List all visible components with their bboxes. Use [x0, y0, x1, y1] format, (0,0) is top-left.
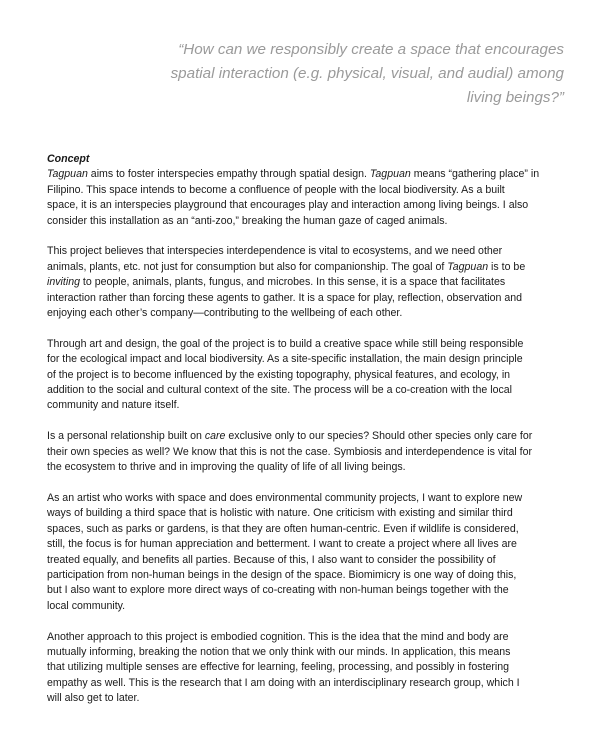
- paragraph-line: [47, 183, 555, 198]
- paragraph-line: [47, 306, 555, 321]
- text-run: means “gathering place” in: [410, 168, 540, 181]
- paragraph-line: [47, 244, 555, 259]
- text-run: Filipino. This space intends to become a confluence of people with the local biodiversity. As a built: [47, 183, 505, 196]
- text-run: of the project is to become influenced by the existing topography, physical features, and ecology, in: [47, 368, 511, 381]
- pull-quote: [144, 38, 564, 110]
- paragraph-line: [47, 691, 555, 706]
- paragraph-line: [47, 352, 555, 367]
- paragraph-line: [47, 291, 555, 306]
- text-run: their own species as well? We know that this is not the case. Symbiosis and interdependence is vital for: [47, 445, 533, 458]
- paragraph-line: [47, 214, 555, 229]
- text-run: still, the focus is for human appreciation and betterment. I want to create a project where all lives are: [47, 538, 517, 551]
- text-run: This project believes that interspecies interdependence is vital to ecosystems, and we need other: [47, 245, 503, 258]
- paragraph-line: [47, 275, 555, 290]
- text-run: addition to the social and cultural context of the site. The process will be a co-creation with the local: [47, 384, 513, 397]
- body-paragraph: [47, 429, 555, 475]
- paragraph-line: [47, 260, 555, 275]
- text-run: to people, animals, plants, fungus, and microbes. In this sense, it is a space that facilitates: [79, 276, 506, 289]
- text-run: spaces, such as parks or gardens, is that they are often human-centric. Even if wildlife is considered,: [47, 522, 519, 535]
- emphasized-text: Tagpuan: [47, 168, 88, 181]
- text-run: participation from non-human beings in the design of the space. Biomimicry is one way of doing this,: [47, 568, 517, 581]
- pull-quote-line: spatial interaction (e.g. physical, visual, and audial) among: [170, 65, 564, 82]
- emphasized-text: inviting: [47, 276, 80, 289]
- paragraph-line: [47, 337, 555, 352]
- paragraph-line: [47, 676, 555, 691]
- text-run: interaction rather than forcing these agents to gather. It is a space for play, reflection, observation and: [47, 291, 523, 304]
- text-run: As an artist who works with space and does environmental community projects, I want to explore new: [47, 491, 523, 504]
- body-paragraph: [47, 337, 555, 414]
- text-run: space, it is an interspecies playground that encourages play and interaction among living beings. I also: [47, 199, 529, 212]
- paragraph-line: [47, 167, 555, 182]
- text-run: for the ecological impact and local biodiversity. As a site-specific installation, the main design principle: [47, 353, 523, 366]
- emphasized-text: Tagpuan: [369, 168, 411, 181]
- paragraph-line: [47, 599, 555, 614]
- text-run: animals, plants, etc. not just for consumption but also for companionship. The goal of: [47, 260, 448, 273]
- text-run: ways of building a third space that is holistic with nature. One criticism with existing and similar third: [47, 507, 513, 520]
- body-paragraph: [47, 491, 555, 614]
- text-run: enjoying each other’s company—contributing to the wellbeing of each other.: [47, 307, 403, 320]
- paragraph-line: [47, 645, 555, 660]
- paragraph-line: [47, 398, 555, 413]
- concept-body: [47, 167, 555, 706]
- text-run: local community.: [47, 599, 126, 612]
- text-run: is to be: [488, 260, 526, 273]
- text-run: community and nature itself.: [47, 399, 180, 412]
- text-run: Through art and design, the goal of the project is to build a creative space while still being responsible: [47, 337, 524, 350]
- text-run: Is a personal relationship built on: [47, 430, 205, 443]
- text-run: exclusive only to our species? Should other species only care for: [225, 430, 533, 443]
- paragraph-line: [47, 445, 555, 460]
- text-run: treated equally, and benefits all parties. Because of this, I also want to consider the possibility of: [47, 553, 496, 566]
- emphasized-text: care: [204, 430, 226, 443]
- paragraph-line: [47, 568, 555, 583]
- paragraph-line: [47, 660, 555, 675]
- concept-section: [47, 152, 555, 722]
- text-run: mutually informing, breaking the notion that we only think with our minds. In application, this means: [47, 645, 511, 658]
- paragraph-line: [47, 429, 555, 444]
- text-run: consider this installation as an “anti-zoo,” breaking the human gaze of caged animals.: [47, 214, 448, 227]
- body-paragraph: [47, 167, 555, 229]
- pull-quote-line: living beings?”: [466, 89, 564, 106]
- text-run: aims to foster interspecies empathy through spatial design.: [87, 168, 370, 181]
- paragraph-line: [47, 383, 555, 398]
- text-run: Another approach to this project is embodied cognition. This is the idea that the mind and body are: [47, 630, 509, 643]
- text-run: the ecosystem to thrive and in improving the quality of life of all living beings.: [47, 461, 406, 474]
- paragraph-line: [47, 630, 555, 645]
- paragraph-line: [47, 460, 555, 475]
- pull-quote-line: “How can we responsibly create a space that encourages: [178, 41, 564, 58]
- text-run: empathy as well. This is the research that I am doing with an interdisciplinary research group, which I: [47, 676, 520, 689]
- body-paragraph: [47, 630, 555, 707]
- paragraph-line: [47, 553, 555, 568]
- paragraph-line: [47, 522, 555, 537]
- text-run: that utilizing multiple senses are effective for learning, feeling, processing, and possibly in fostering: [47, 661, 510, 674]
- paragraph-line: [47, 583, 555, 598]
- paragraph-line: [47, 506, 555, 521]
- paragraph-line: [47, 491, 555, 506]
- emphasized-text: Tagpuan: [447, 260, 489, 273]
- text-run: will also get to later.: [47, 692, 140, 705]
- text-run: but I also want to explore more direct ways of co-creating with non-human beings together with the: [47, 584, 509, 597]
- paragraph-line: [47, 368, 555, 383]
- paragraph-line: [47, 537, 555, 552]
- body-paragraph: [47, 244, 555, 321]
- section-heading: Concept: [47, 153, 90, 165]
- paragraph-line: [47, 198, 555, 213]
